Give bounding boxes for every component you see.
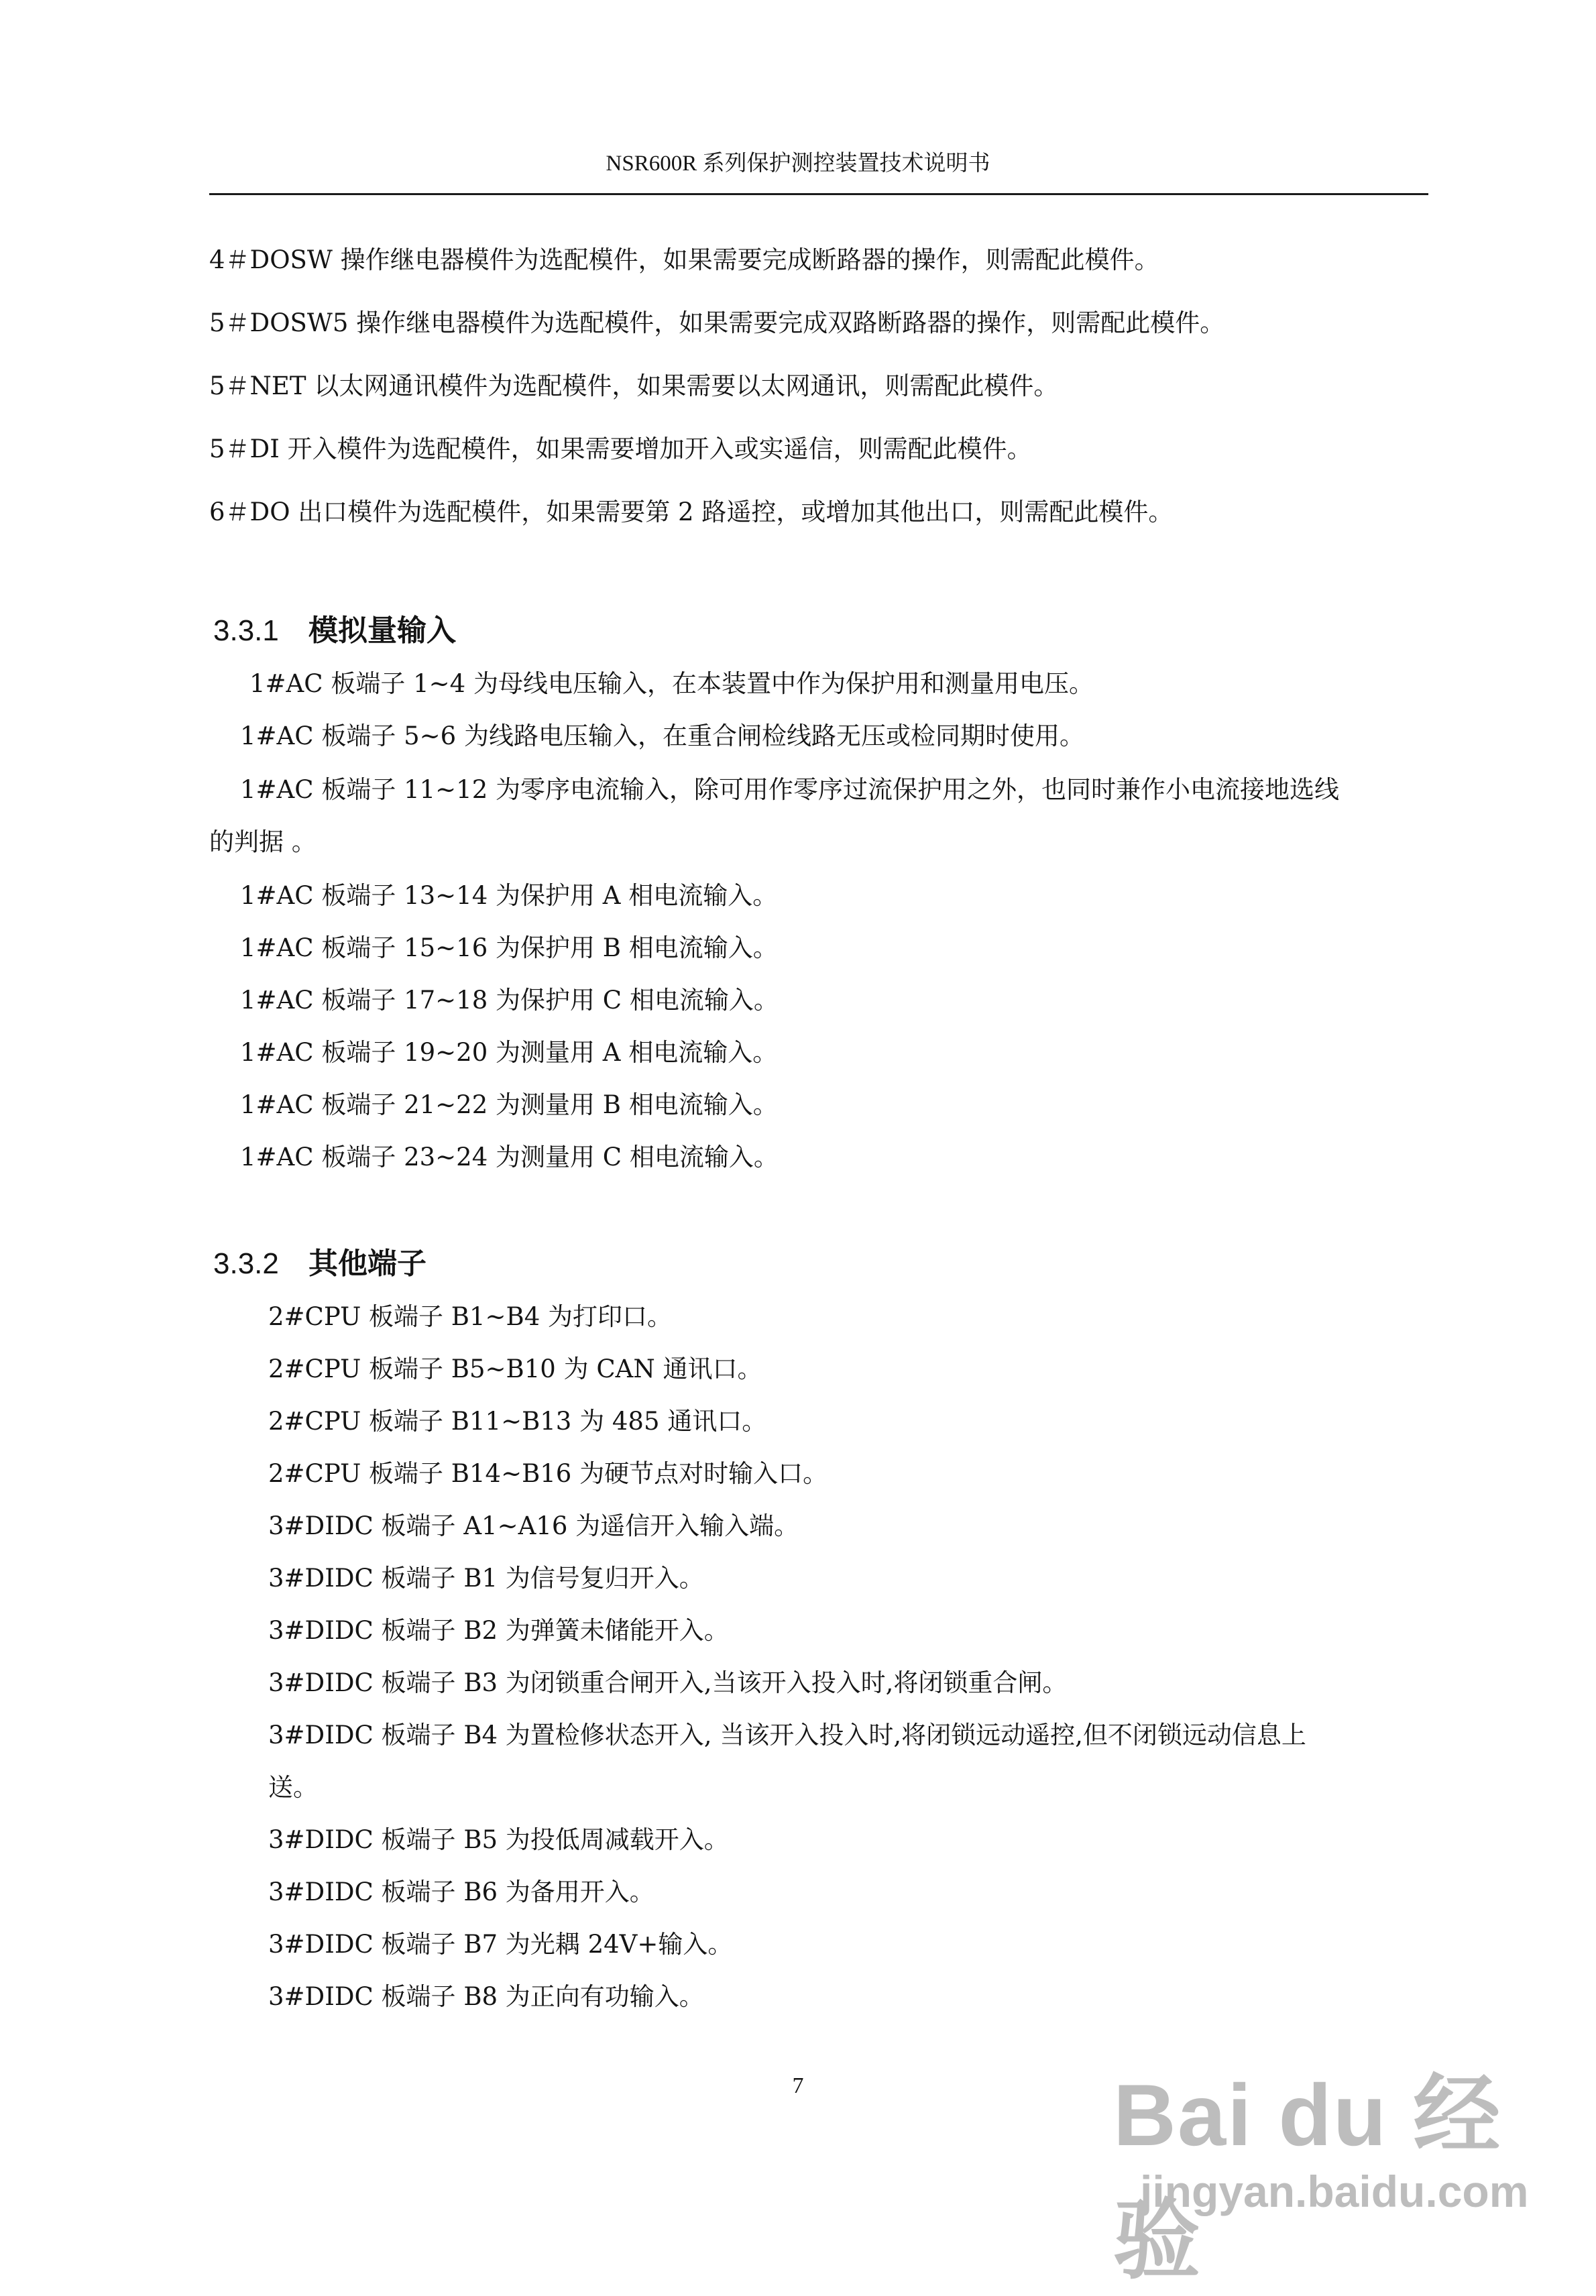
section-number: 3.3.2 [213,1247,279,1280]
intro-line: 6＃DO 出口模件为选配模件，如果需要第 2 路遥控，或增加其他出口，则需配此模件。 [209,498,1174,526]
body-line: 3#DIDC 板端子 B7 为光耦 24V+输入。 [268,1930,733,1959]
body-line: 2#CPU 板端子 B1~B4 为打印口。 [268,1302,673,1331]
body-line: 1#AC 板端子 23~24 为测量用 C 相电流输入。 [240,1143,779,1171]
section-number: 3.3.1 [213,614,279,647]
body-line: 2#CPU 板端子 B14~B16 为硬节点对时输入口。 [268,1459,828,1488]
body-line: 3#DIDC 板端子 A1~A16 为遥信开入输入端。 [268,1511,799,1540]
page-number: 7 [792,2073,804,2098]
watermark-brand: Bai du 经验 [1113,2066,1502,2289]
body-line: 1#AC 板端子 11~12 为零序电流输入，除可用作零序过流保护用之外，也同时兼作小电流接地选线 [240,775,1340,804]
intro-line: 5＃DI 开入模件为选配模件，如果需要增加开入或实遥信，则需配此模件。 [209,435,1032,463]
body-line: 2#CPU 板端子 B11~B13 为 485 通讯口。 [268,1407,767,1436]
body-line: 3#DIDC 板端子 B6 为备用开入。 [268,1878,654,1906]
body-line: 3#DIDC 板端子 B5 为投低周减载开入。 [268,1825,729,1854]
body-line: 1#AC 板端子 1~4 为母线电压输入，在本装置中作为保护用和测量用电压。 [249,669,1094,698]
body-line: 1#AC 板端子 17~18 为保护用 C 相电流输入。 [240,986,779,1015]
header-title: NSR600R 系列保护测控装置技术说明书 [606,152,990,176]
body-line: 3#DIDC 板端子 B2 为弹簧未储能开入。 [268,1616,729,1645]
baidu-jingyan-watermark [1113,2018,1569,2289]
intro-line: 4＃DOSW 操作继电器模件为选配模件，如果需要完成断路器的操作，则需配此模件。 [209,245,1159,274]
body-line: 1#AC 板端子 13~14 为保护用 A 相电流输入。 [240,881,778,910]
body-line: 1#AC 板端子 15~16 为保护用 B 相电流输入。 [240,933,778,962]
body-line: 2#CPU 板端子 B5~B10 为 CAN 通讯口。 [268,1355,762,1383]
intro-line: 5＃DOSW5 操作继电器模件为选配模件，如果需要完成双路断路器的操作，则需配此模件。 [209,308,1225,337]
body-line: 3#DIDC 板端子 B3 为闭锁重合闸开入,当该开入投入时,将闭锁重合闸。 [268,1668,1068,1697]
watermark-url: jingyan.baidu.com [1140,2167,1529,2216]
section-heading [213,613,456,649]
body-line: 1#AC 板端子 19~20 为测量用 A 相电流输入。 [240,1038,778,1067]
body-line: 3#DIDC 板端子 B4 为置检修状态开入, 当该开入投入时,将闭锁远动遥控,但不闭锁远动信息上 [268,1721,1306,1749]
body-line: 的判据 。 [209,827,317,856]
section-title: 模拟量输入 [308,614,456,647]
body-line: 1#AC 板端子 21~22 为测量用 B 相电流输入。 [240,1090,778,1119]
body-line: 1#AC 板端子 5~6 为线路电压输入，在重合闸检线路无压或检同期时使用。 [240,722,1084,750]
body-line: 3#DIDC 板端子 B8 为正向有功输入。 [268,1982,704,2011]
body-line: 送。 [268,1773,318,1802]
body-line: 3#DIDC 板端子 B1 为信号复归开入。 [268,1564,704,1593]
section-title: 其他端子 [308,1247,426,1280]
header-divider [209,193,1428,195]
section-heading [213,1246,426,1282]
intro-line: 5＃NET 以太网通讯模件为选配模件，如果需要以太网通讯，则需配此模件。 [209,371,1059,400]
